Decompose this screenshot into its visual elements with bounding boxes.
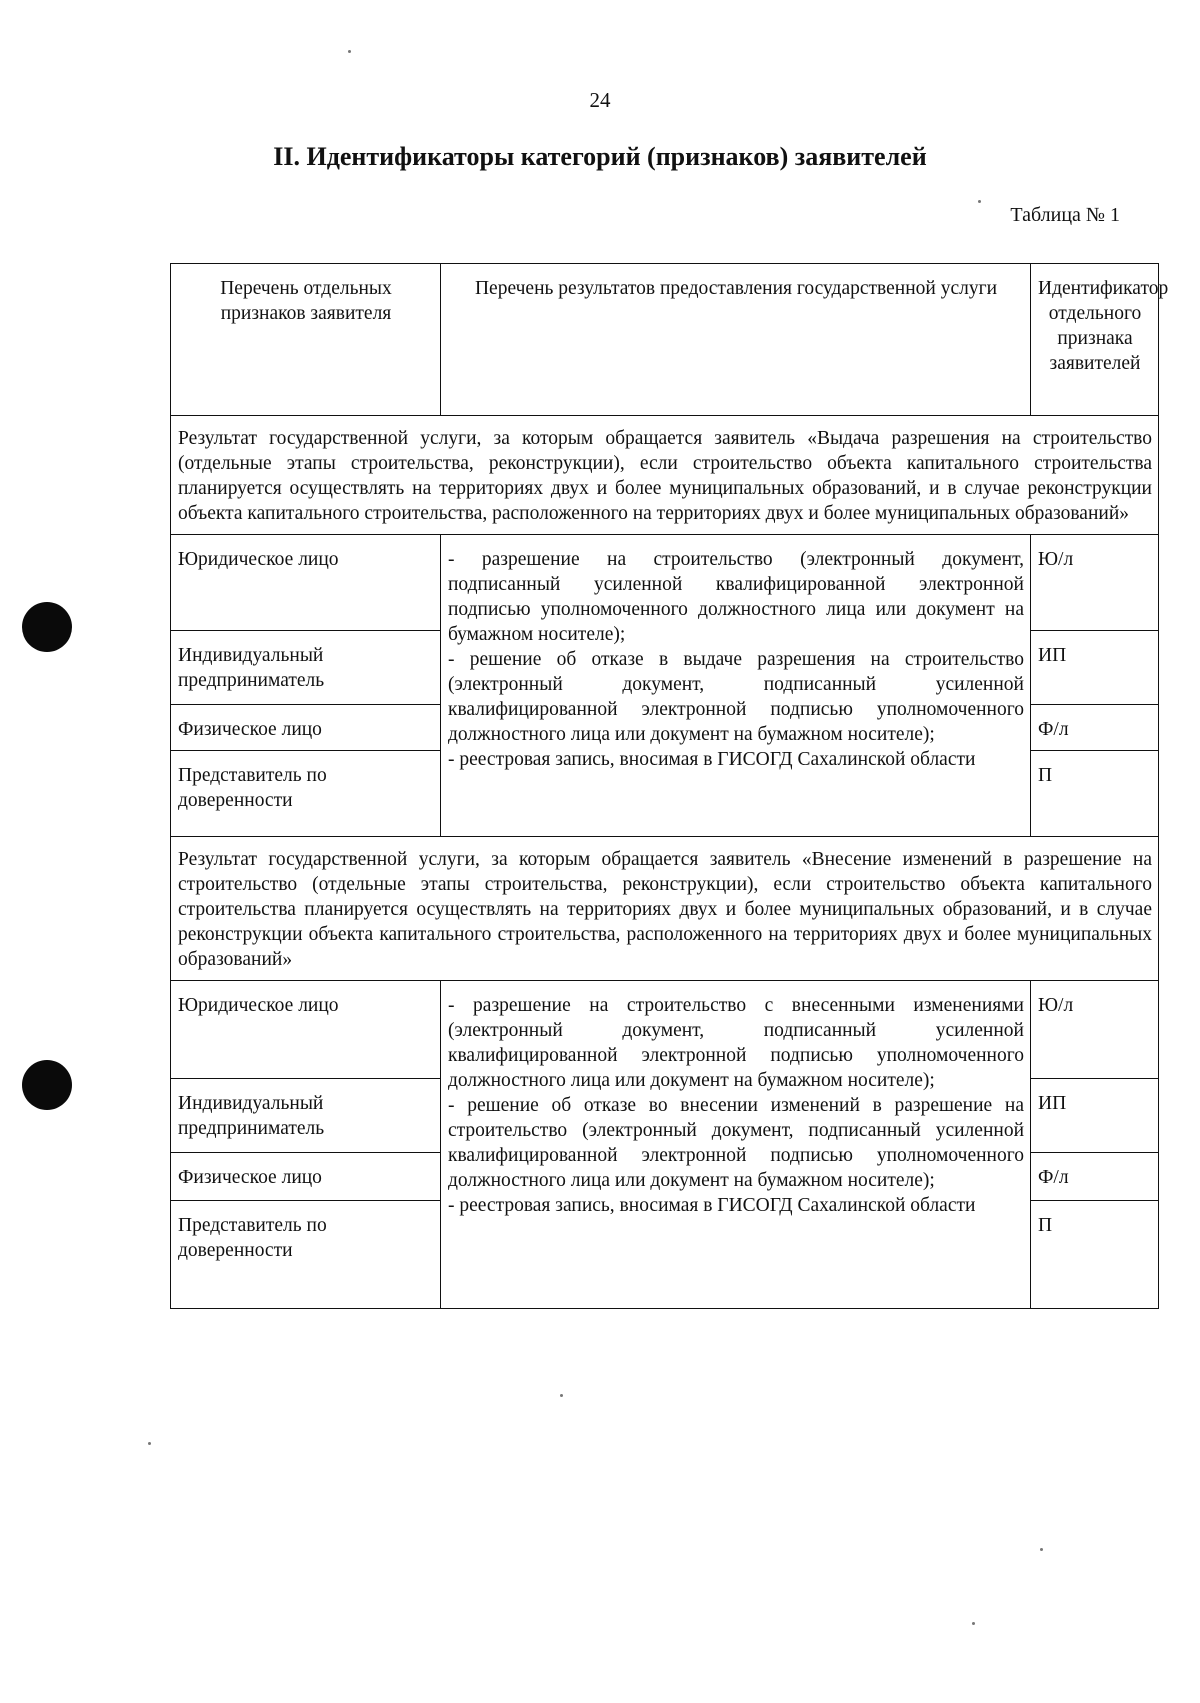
category-cell: Физическое лицо	[171, 1153, 441, 1201]
page-number: 24	[589, 88, 611, 112]
results-cell	[441, 981, 1031, 1309]
identifier-cell: ИП	[1031, 631, 1159, 705]
header-cell-categories: Перечень отдельных признаков заявителя	[171, 264, 441, 416]
category-cell: Представитель по доверенности	[171, 1201, 441, 1309]
header-cell-identifier: Идентификатор отдельного признака заявителей	[1031, 264, 1159, 416]
applicant-categories-table	[170, 263, 1169, 1309]
scan-speck	[148, 1442, 151, 1445]
section-title: Результат государственной услуги, за которым обращается заявитель «Внесение изменений в разрешение на строительство (отдельные этапы строительства, реконструкции), если строительство объекта капитального строительства планируется осуществлять на территориях двух и более муниципальных образований, и в случае реконструкции объекта капитального строительства, расположенного на территориях двух и более муниципальных образований»	[171, 837, 1159, 981]
category-cell: Представитель по доверенности	[171, 751, 441, 837]
identifier-cell: Ф/л	[1031, 705, 1159, 751]
result-item: - решение об отказе во внесении изменений в разрешение на строительство (электронный документ, подписанный усиленной квалифицированной электронной подписью уполномоченного должностного лица или документ на бумажном носителе);	[448, 1095, 1024, 1191]
category-cell: Индивидуальный предприниматель	[171, 1079, 441, 1153]
category-cell: Индивидуальный предприниматель	[171, 631, 441, 705]
scan-speck	[978, 200, 981, 203]
page-heading: II. Идентификаторы категорий (признаков) заявителей	[273, 142, 927, 171]
identifier-cell: П	[1031, 1201, 1159, 1309]
scan-speck	[1040, 1548, 1043, 1551]
result-item: - решение об отказе в выдаче разрешения на строительство (электронный документ, подписанный усиленной квалифицированной электронной подписью уполномоченного должностного лица или документ на бумажном носителе);	[448, 649, 1024, 745]
table-header-row	[171, 264, 1159, 416]
table-row	[171, 981, 1159, 1079]
identifier-cell: Ф/л	[1031, 1153, 1159, 1201]
identifier-cell: Ю/л	[1031, 981, 1159, 1079]
result-item: - разрешение на строительство (электронный документ, подписанный усиленной квалифицированной электронной подписью уполномоченного должностного лица или документ на бумажном носителе);	[448, 549, 1024, 645]
table-caption: Таблица № 1	[1010, 204, 1120, 226]
result-item: - разрешение на строительство с внесенными изменениями (электронный документ, подписанный усиленной квалифицированной электронной подписью уполномоченного должностного лица или документ на бумажном носителе);	[448, 995, 1024, 1091]
table-row	[171, 535, 1159, 631]
category-cell: Юридическое лицо	[171, 535, 441, 631]
identifier-cell: Ю/л	[1031, 535, 1159, 631]
scan-speck	[348, 50, 351, 53]
identifier-cell: ИП	[1031, 1079, 1159, 1153]
category-cell: Физическое лицо	[171, 705, 441, 751]
section-title-row	[171, 837, 1159, 981]
result-item: - реестровая запись, вносимая в ГИСОГД Сахалинской области	[448, 749, 976, 770]
punch-hole-mark	[22, 602, 72, 652]
category-cell: Юридическое лицо	[171, 981, 441, 1079]
punch-hole-mark	[22, 1060, 72, 1110]
section-title-row	[171, 416, 1159, 535]
section-title: Результат государственной услуги, за которым обращается заявитель «Выдача разрешения на строительство (отдельные этапы строительства, реконструкции), если строительство объекта капитального строительства планируется осуществлять на территориях двух и более муниципальных образований, и в случае реконструкции объекта капитального строительства, расположенного на территориях двух и более муниципальных образований»	[171, 416, 1159, 535]
results-cell	[441, 535, 1031, 837]
scan-speck	[972, 1622, 975, 1625]
result-item: - реестровая запись, вносимая в ГИСОГД Сахалинской области	[448, 1195, 976, 1216]
scan-speck	[560, 1394, 563, 1397]
identifier-cell: П	[1031, 751, 1159, 837]
header-cell-results: Перечень результатов предоставления государственной услуги	[441, 264, 1031, 416]
